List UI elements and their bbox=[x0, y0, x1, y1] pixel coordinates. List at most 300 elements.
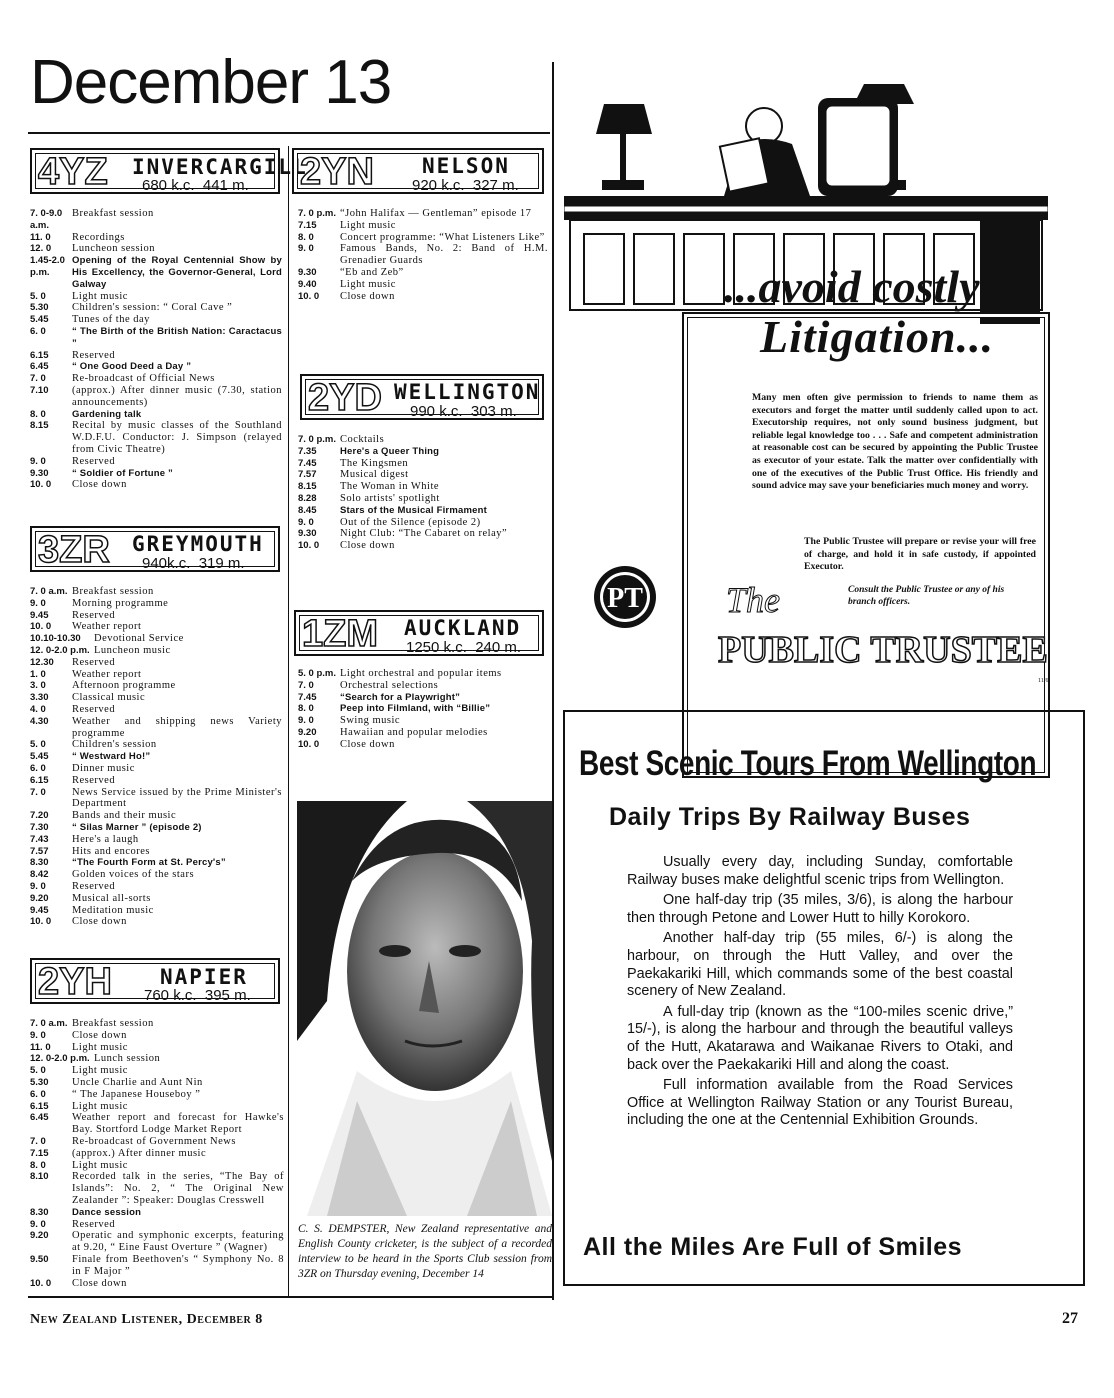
schedule-item bbox=[30, 916, 282, 928]
tours-paragraph: Usually every day, including Sunday, comfortable Railway buses make delightful scenic trips from Wellington. bbox=[627, 854, 1013, 888]
schedule-time: 8.28 bbox=[298, 492, 317, 504]
schedule-programme: Breakfast session bbox=[72, 208, 154, 219]
schedule-time: 10. 0 bbox=[298, 738, 320, 750]
schedule-programme: Musical digest bbox=[340, 469, 409, 481]
schedule-time: 7. 0 p.m. bbox=[298, 434, 337, 445]
schedule-item bbox=[30, 1171, 284, 1206]
schedule-programme: Hawaiian and popular melodies bbox=[340, 726, 488, 738]
schedule-programme: Children's session bbox=[72, 739, 157, 751]
schedule-programme: Stars of the Musical Firmament bbox=[340, 504, 487, 516]
schedule-item bbox=[30, 1101, 284, 1113]
schedule-programme: Recital by music classes of the Southland W.D.F.U. Conductor: J. Simpson (relayed from Civic Theatre) bbox=[72, 420, 282, 455]
schedule-time: 5.45 bbox=[30, 751, 49, 763]
schedule-time: 4.30 bbox=[30, 715, 49, 727]
schedule-item bbox=[298, 220, 548, 232]
callsign: 2YN bbox=[300, 151, 374, 193]
station-header-nelson bbox=[292, 148, 544, 194]
ad-headline-1: ...avoid costly bbox=[724, 261, 980, 312]
schedule-time: 8.30 bbox=[30, 1206, 49, 1218]
schedule-greymouth bbox=[30, 586, 282, 928]
schedule-item bbox=[30, 621, 282, 633]
station-frequency: 940k.c. 319 m. bbox=[142, 555, 245, 572]
schedule-time: 7.35 bbox=[298, 445, 317, 457]
schedule-item bbox=[30, 456, 282, 468]
schedule-time: 6. 0 bbox=[30, 762, 46, 774]
schedule-programme: Solo artists' spotlight bbox=[340, 492, 440, 504]
schedule-item bbox=[298, 528, 548, 540]
schedule-item bbox=[30, 208, 282, 232]
station-name: AUCKLAND bbox=[404, 616, 522, 640]
schedule-item bbox=[298, 692, 548, 704]
schedule-programme: Recordings bbox=[72, 231, 125, 243]
schedule-item bbox=[30, 810, 282, 822]
station-header-napier bbox=[30, 958, 280, 1004]
schedule-item bbox=[30, 1254, 284, 1278]
schedule-invercargill bbox=[30, 208, 282, 491]
schedule-programme: Close down bbox=[340, 290, 395, 302]
schedule-programme: “Search for a Playwright” bbox=[340, 691, 461, 703]
footer-publication: New Zealand Listener, December 8 bbox=[30, 1312, 263, 1327]
callsign: 3ZR bbox=[38, 529, 110, 571]
schedule-item bbox=[30, 326, 282, 350]
schedule-time: 9.30 bbox=[30, 467, 49, 479]
schedule-item bbox=[30, 1112, 284, 1136]
schedule-programme: Light music bbox=[340, 219, 396, 231]
schedule-nelson bbox=[298, 208, 548, 302]
schedule-time: 6.15 bbox=[30, 1100, 49, 1112]
schedule-item bbox=[30, 586, 282, 598]
schedule-item bbox=[298, 739, 548, 751]
schedule-time: 3. 0 bbox=[30, 680, 46, 692]
schedule-time: 7.43 bbox=[30, 833, 49, 845]
schedule-time: 9. 0 bbox=[298, 715, 314, 727]
schedule-programme: Opening of the Royal Centennial Show by His Excellency, the Governor-General, Lord Galway bbox=[72, 255, 282, 290]
photo-caption: C. S. DEMPSTER, New Zealand representative and English County cricketer, is the subject of a recorded interview to be heard in the Sports Club session from 3ZR on Thursday evening, December 14 bbox=[298, 1223, 552, 1280]
schedule-item bbox=[298, 458, 548, 470]
public-trustee-ad bbox=[564, 84, 1048, 694]
schedule-time: 8.15 bbox=[30, 420, 49, 432]
schedule-item bbox=[30, 857, 282, 869]
schedule-programme: “ The Japanese Houseboy ” bbox=[72, 1088, 201, 1100]
schedule-programme: Orchestral selections bbox=[340, 679, 439, 691]
schedule-item bbox=[30, 645, 282, 657]
schedule-programme: Luncheon music bbox=[94, 644, 171, 656]
schedule-time: 11. 0 bbox=[30, 231, 51, 243]
schedule-time: 8.42 bbox=[30, 869, 49, 881]
schedule-programme: Close down bbox=[340, 738, 395, 750]
page-number: 27 bbox=[1062, 1310, 1078, 1327]
schedule-time: 5. 0 p.m. bbox=[298, 668, 337, 679]
schedule-programme: Concert programme: “What Listeners Like” bbox=[340, 231, 545, 243]
schedule-time: 7. 0 bbox=[30, 373, 46, 385]
callsign: 1ZM bbox=[302, 613, 378, 655]
schedule-programme: Light music bbox=[72, 1041, 128, 1053]
schedule-item bbox=[30, 775, 282, 787]
schedule-time: 7.45 bbox=[298, 691, 317, 703]
schedule-item bbox=[298, 680, 548, 692]
schedule-item bbox=[30, 385, 282, 409]
schedule-time: 8.30 bbox=[30, 857, 49, 869]
schedule-programme: Peep into Filmland, with “Billie” bbox=[340, 703, 491, 715]
schedule-time: 9.45 bbox=[30, 609, 49, 621]
schedule-time: 5.30 bbox=[30, 1076, 49, 1088]
schedule-time: 7.20 bbox=[30, 810, 49, 822]
schedule-programme: Light orchestral and popular items bbox=[340, 668, 502, 679]
schedule-item bbox=[30, 787, 282, 811]
schedule-time: 7.30 bbox=[30, 821, 49, 833]
schedule-programme: Recorded talk in the series, “The Bay of Islands”: No. 2, “ The Original New Zealander ”: Speaker: Douglas Cresswell bbox=[72, 1171, 284, 1206]
schedule-item bbox=[30, 692, 282, 704]
schedule-time: 8.10 bbox=[30, 1171, 49, 1183]
schedule-programme: Breakfast session bbox=[72, 586, 154, 597]
portrait-photo bbox=[297, 801, 552, 1216]
footer-rule bbox=[28, 1296, 554, 1298]
schedule-time: 6.45 bbox=[30, 361, 49, 373]
schedule-time: 7.57 bbox=[30, 845, 49, 857]
schedule-time: 10. 0 bbox=[298, 540, 320, 552]
schedule-programme: Reserved bbox=[72, 656, 116, 668]
schedule-programme: Musical all-sorts bbox=[72, 892, 151, 904]
schedule-programme: Out of the Silence (episode 2) bbox=[340, 516, 481, 528]
schedule-item bbox=[30, 739, 282, 751]
schedule-item bbox=[30, 1053, 284, 1065]
schedule-programme: Weather report bbox=[72, 668, 142, 680]
station-header-auckland bbox=[294, 610, 544, 656]
station-frequency: 990 k.c. 303 m. bbox=[410, 403, 517, 420]
schedule-wellington bbox=[298, 434, 548, 552]
schedule-time: 10.10-10.30 bbox=[30, 633, 81, 645]
tours-paragraph: Another half-day trip (55 miles, 6/-) is along the harbour, on through the Hutt Valley, and over the Paekakariki Hill, which commands some of the best coastal scenery of New Zealand. bbox=[627, 930, 1013, 1000]
schedule-time: 6. 0 bbox=[30, 325, 46, 337]
schedule-time: 9. 0 bbox=[298, 516, 314, 528]
schedule-programme: Uncle Charlie and Aunt Nin bbox=[72, 1076, 203, 1088]
schedule-item bbox=[30, 1136, 284, 1148]
ad-headline-2: Litigation... bbox=[760, 311, 995, 362]
schedule-time: 1.45-2.0 p.m. bbox=[30, 255, 65, 278]
schedule-time: 7.57 bbox=[298, 469, 317, 481]
schedule-item bbox=[30, 1077, 284, 1089]
station-header-invercargill bbox=[30, 148, 308, 194]
schedule-programme: Hits and encores bbox=[72, 845, 150, 857]
brand-name: PUBLIC TRUSTEE bbox=[718, 629, 1048, 671]
schedule-programme: “ Westward Ho!” bbox=[72, 751, 151, 763]
schedule-item bbox=[30, 846, 282, 858]
schedule-time: 8. 0 bbox=[30, 408, 46, 420]
schedule-item bbox=[30, 905, 282, 917]
schedule-time: 7. 0 a.m. bbox=[30, 1018, 68, 1029]
page-title: December 13 bbox=[30, 48, 392, 117]
schedule-item bbox=[30, 409, 282, 421]
schedule-item bbox=[30, 657, 282, 669]
schedule-programme: Breakfast session bbox=[72, 1018, 154, 1029]
schedule-time: 8.15 bbox=[298, 481, 317, 493]
column-divider-main bbox=[552, 62, 554, 1300]
schedule-time: 9.40 bbox=[298, 278, 317, 290]
column-divider-left bbox=[288, 146, 289, 1296]
schedule-time: 6. 0 bbox=[30, 1088, 46, 1100]
schedule-time: 10. 0 bbox=[298, 290, 320, 302]
schedule-item bbox=[298, 208, 548, 220]
schedule-item bbox=[30, 669, 282, 681]
schedule-programme: Reserved bbox=[72, 774, 116, 786]
station-header-greymouth bbox=[30, 526, 280, 572]
schedule-time: 9.30 bbox=[298, 528, 317, 540]
schedule-time: 7. 0-9.0 a.m. bbox=[30, 208, 63, 231]
schedule-item bbox=[298, 668, 548, 680]
schedule-programme: Close down bbox=[72, 1029, 127, 1041]
schedule-time: 12. 0-2.0 p.m. bbox=[30, 644, 90, 656]
schedule-time: 6.45 bbox=[30, 1112, 49, 1124]
schedule-programme: Gardening talk bbox=[72, 408, 142, 420]
schedule-programme: “ One Good Deed a Day ” bbox=[72, 361, 192, 373]
schedule-item bbox=[30, 598, 282, 610]
schedule-programme: Famous Bands, No. 2: Band of H.M. Grenadier Guards bbox=[340, 243, 548, 267]
schedule-time: 11. 0 bbox=[30, 1041, 51, 1053]
callsign: 2YD bbox=[308, 377, 382, 419]
schedule-programme: Bands and their music bbox=[72, 810, 177, 822]
schedule-time: 5. 0 bbox=[30, 290, 46, 302]
schedule-time: 9. 0 bbox=[30, 455, 46, 467]
schedule-item bbox=[30, 893, 282, 905]
schedule-item bbox=[30, 1030, 284, 1042]
schedule-programme: Reserved bbox=[72, 349, 116, 361]
brand-the: The bbox=[726, 580, 780, 620]
schedule-item bbox=[30, 243, 282, 255]
schedule-time: 10. 0 bbox=[30, 916, 52, 928]
schedule-item bbox=[298, 291, 548, 303]
schedule-time: 10. 0 bbox=[30, 479, 52, 491]
schedule-programme: Reserved bbox=[72, 880, 116, 892]
schedule-item bbox=[30, 1207, 284, 1219]
schedule-item bbox=[30, 716, 282, 740]
schedule-programme: “ Silas Marner ” (episode 2) bbox=[72, 821, 202, 833]
schedule-time: 7.15 bbox=[298, 219, 317, 231]
schedule-time: 12. 0-2.0 p.m. bbox=[30, 1053, 90, 1065]
schedule-item bbox=[30, 302, 282, 314]
schedule-programme: Close down bbox=[72, 479, 127, 491]
scenic-tours-ad bbox=[563, 710, 1085, 1286]
schedule-programme: Tunes of the day bbox=[72, 314, 150, 326]
schedule-time: 6.15 bbox=[30, 774, 49, 786]
schedule-programme: Reserved bbox=[72, 609, 116, 621]
schedule-item bbox=[30, 1018, 284, 1030]
schedule-time: 7. 0 p.m. bbox=[298, 208, 337, 219]
schedule-item bbox=[298, 481, 548, 493]
schedule-item bbox=[30, 1230, 284, 1254]
schedule-programme: Operatic and symphonic excerpts, featuring at 9.20, “ Eine Faust Overture ” (Wagner) bbox=[72, 1230, 284, 1254]
schedule-time: 9. 0 bbox=[298, 243, 314, 255]
schedule-time: 1. 0 bbox=[30, 668, 46, 680]
schedule-item bbox=[30, 361, 282, 373]
schedule-item bbox=[298, 727, 548, 739]
schedule-programme: Here's a Queer Thing bbox=[340, 445, 440, 457]
schedule-item bbox=[30, 232, 282, 244]
schedule-item bbox=[298, 505, 548, 517]
schedule-item bbox=[30, 869, 282, 881]
schedule-item bbox=[30, 468, 282, 480]
schedule-programme: The Kingsmen bbox=[340, 457, 409, 469]
schedule-programme: Night Club: “The Cabaret on relay” bbox=[340, 528, 508, 540]
schedule-programme: Light music bbox=[72, 1065, 128, 1077]
station-name: INVERCARGILL bbox=[132, 155, 308, 179]
schedule-time: 10. 0 bbox=[30, 621, 52, 633]
schedule-item bbox=[30, 822, 282, 834]
schedule-item bbox=[30, 255, 282, 290]
schedule-time: 8. 0 bbox=[30, 1159, 46, 1171]
station-name: GREYMOUTH bbox=[132, 532, 264, 556]
ad-code: 11/6 bbox=[1038, 678, 1049, 684]
station-name: NAPIER bbox=[160, 965, 248, 989]
schedule-programme: “The Fourth Form at St. Percy's” bbox=[72, 857, 226, 869]
schedule-time: 8.45 bbox=[298, 504, 317, 516]
schedule-programme: Reserved bbox=[72, 703, 116, 715]
schedule-programme: Finale from Beethoven's “ Symphony No. 8 in F Major ” bbox=[72, 1253, 284, 1277]
schedule-time: 12.30 bbox=[30, 656, 54, 668]
schedule-item bbox=[298, 232, 548, 244]
schedule-programme: Light music bbox=[72, 1100, 128, 1112]
tours-paragraph: Full information available from the Road Services Office at Wellington Railway Station or any Tourist Bureau, including the one at the Centennial Exhibition Grounds. bbox=[627, 1077, 1013, 1129]
schedule-time: 5.30 bbox=[30, 302, 49, 314]
schedule-time: 3.30 bbox=[30, 692, 49, 704]
schedule-time: 9.45 bbox=[30, 904, 49, 916]
schedule-item bbox=[30, 1219, 284, 1231]
station-name: WELLINGTON bbox=[394, 380, 541, 404]
schedule-item bbox=[30, 763, 282, 775]
schedule-programme: Here's a laugh bbox=[72, 833, 139, 845]
tours-paragraph: One half-day trip (35 miles, 3/6), is along the harbour then through Petone and Lower Hutt to hilly Korokoro. bbox=[627, 892, 1013, 926]
schedule-programme: “ The Birth of the British Nation: Caractacus ” bbox=[72, 325, 282, 349]
schedule-programme: Weather and shipping news Variety programme bbox=[72, 715, 282, 739]
tours-tagline: All the Miles Are Full of Smiles bbox=[583, 1233, 963, 1261]
schedule-time: 7.15 bbox=[30, 1147, 49, 1159]
schedule-programme: Light music bbox=[72, 1159, 128, 1171]
schedule-time: 4. 0 bbox=[30, 703, 46, 715]
schedule-programme: The Woman in White bbox=[340, 481, 440, 493]
schedule-time: 7. 0 a.m. bbox=[30, 586, 68, 597]
schedule-item bbox=[30, 633, 282, 645]
schedule-programme: (approx.) After dinner music (7.30, station announcements) bbox=[72, 384, 282, 408]
schedule-programme: Re-broadcast of Government News bbox=[72, 1135, 236, 1147]
schedule-item bbox=[298, 267, 548, 279]
schedule-item bbox=[298, 469, 548, 481]
schedule-item bbox=[298, 715, 548, 727]
schedule-programme: Re-broadcast of Official News bbox=[72, 373, 215, 385]
schedule-programme: Close down bbox=[72, 1277, 127, 1289]
schedule-item bbox=[30, 1065, 284, 1077]
schedule-time: 10. 0 bbox=[30, 1277, 52, 1289]
station-frequency: 680 k.c. 441 m. bbox=[142, 177, 249, 194]
schedule-auckland bbox=[298, 668, 548, 751]
schedule-time: 9.20 bbox=[298, 726, 317, 738]
schedule-time: 9. 0 bbox=[30, 880, 46, 892]
schedule-item bbox=[30, 834, 282, 846]
schedule-item bbox=[30, 373, 282, 385]
schedule-item bbox=[30, 610, 282, 622]
schedule-item bbox=[298, 434, 548, 446]
station-name: NELSON bbox=[422, 154, 510, 178]
title-rule bbox=[28, 132, 550, 134]
schedule-time: 7. 0 bbox=[30, 1135, 46, 1147]
schedule-item bbox=[298, 243, 548, 267]
tours-paragraph: A full-day trip (known as the “100-miles scenic drive,” 15/-), is along the harbour and through the beautiful valleys of the Hutt, Akatarawa and Waikanae Rivers to Otaki, and back over the Paekakariki Hill and along the coast. bbox=[627, 1003, 1013, 1073]
logo-text: PT bbox=[607, 583, 643, 614]
schedule-programme: (approx.) After dinner music bbox=[72, 1147, 207, 1159]
schedule-programme: Children's session: “ Coral Cave ” bbox=[72, 302, 233, 314]
schedule-programme: Weather report and forecast for Hawke's Bay. Stortford Lodge Market Report bbox=[72, 1112, 284, 1136]
schedule-time: 9.20 bbox=[30, 892, 49, 904]
schedule-item bbox=[298, 517, 548, 529]
schedule-programme: “ Soldier of Fortune ” bbox=[72, 467, 173, 479]
schedule-programme: Dinner music bbox=[72, 762, 135, 774]
schedule-programme: Morning programme bbox=[72, 597, 169, 609]
schedule-programme: Light music bbox=[340, 278, 396, 290]
schedule-item bbox=[30, 1148, 284, 1160]
schedule-programme: Reserved bbox=[72, 455, 116, 467]
schedule-time: 7. 0 bbox=[298, 679, 314, 691]
schedule-time: 9.50 bbox=[30, 1253, 49, 1265]
schedule-item bbox=[30, 1160, 284, 1172]
station-frequency: 760 k.c. 395 m. bbox=[144, 987, 251, 1004]
schedule-programme: “John Halifax — Gentleman” episode 17 bbox=[340, 208, 532, 219]
tours-subhead: Daily Trips By Railway Buses bbox=[609, 803, 971, 831]
schedule-item bbox=[30, 1089, 284, 1101]
schedule-time: 12. 0 bbox=[30, 243, 52, 255]
schedule-item bbox=[298, 279, 548, 291]
schedule-item bbox=[298, 446, 548, 458]
schedule-item bbox=[30, 1042, 284, 1054]
schedule-item bbox=[30, 680, 282, 692]
schedule-item bbox=[30, 1278, 284, 1290]
station-frequency: 920 k.c. 327 m. bbox=[412, 177, 519, 194]
station-header-wellington bbox=[300, 374, 544, 420]
tours-body bbox=[627, 854, 1013, 1133]
station-frequency: 1250 k.c. 240 m. bbox=[406, 639, 522, 656]
schedule-time: 7.45 bbox=[298, 457, 317, 469]
schedule-programme: Weather report bbox=[72, 621, 142, 633]
schedule-item bbox=[30, 420, 282, 455]
schedule-item bbox=[298, 493, 548, 505]
schedule-item bbox=[298, 540, 548, 552]
callsign: 2YH bbox=[38, 961, 112, 1003]
ad-body-2: The Public Trustee will prepare or revise your will free of charge, and hold it in safe custody, if appointed Executor. bbox=[804, 536, 1036, 573]
schedule-item bbox=[30, 314, 282, 326]
schedule-time: 5. 0 bbox=[30, 739, 46, 751]
schedule-item bbox=[30, 704, 282, 716]
schedule-time: 5. 0 bbox=[30, 1065, 46, 1077]
schedule-item bbox=[30, 479, 282, 491]
schedule-programme: Reserved bbox=[72, 1218, 116, 1230]
schedule-programme: Swing music bbox=[340, 715, 401, 727]
schedule-time: 9. 0 bbox=[30, 1218, 46, 1230]
schedule-item bbox=[298, 703, 548, 715]
schedule-time: 6.15 bbox=[30, 349, 49, 361]
schedule-time: 7.10 bbox=[30, 384, 49, 396]
schedule-programme: Light music bbox=[72, 290, 128, 302]
schedule-programme: Close down bbox=[72, 916, 127, 928]
schedule-programme: Golden voices of the stars bbox=[72, 869, 195, 881]
schedule-time: 9.20 bbox=[30, 1230, 49, 1242]
schedule-programme: News Service issued by the Prime Minister's Department bbox=[72, 786, 282, 810]
schedule-programme: Dance session bbox=[72, 1206, 142, 1218]
schedule-programme: Classical music bbox=[72, 692, 146, 704]
consult-text: Consult the Public Trustee or any of his branch officers. bbox=[848, 585, 1005, 607]
schedule-programme: Cocktails bbox=[340, 434, 385, 445]
schedule-time: 9. 0 bbox=[30, 1029, 46, 1041]
schedule-time: 9.30 bbox=[298, 266, 317, 278]
public-trust-logo bbox=[592, 564, 658, 630]
schedule-napier bbox=[30, 1018, 284, 1289]
ad-body: Many men often give permission to friends to name them as executors and forget the matter until suddenly called upon to act. Executorship requires, not only sound business judgment, but reliable legal knowledge too . . . Safe and competent administration at reasonable cost can be secured by appointing the Public Trustee as executor of your estate. Talk the matter over confidentially with one of the executives of the Public Trust Office. His friendly and sound advice may save your beneficiaries much money and worry. bbox=[752, 392, 1038, 492]
